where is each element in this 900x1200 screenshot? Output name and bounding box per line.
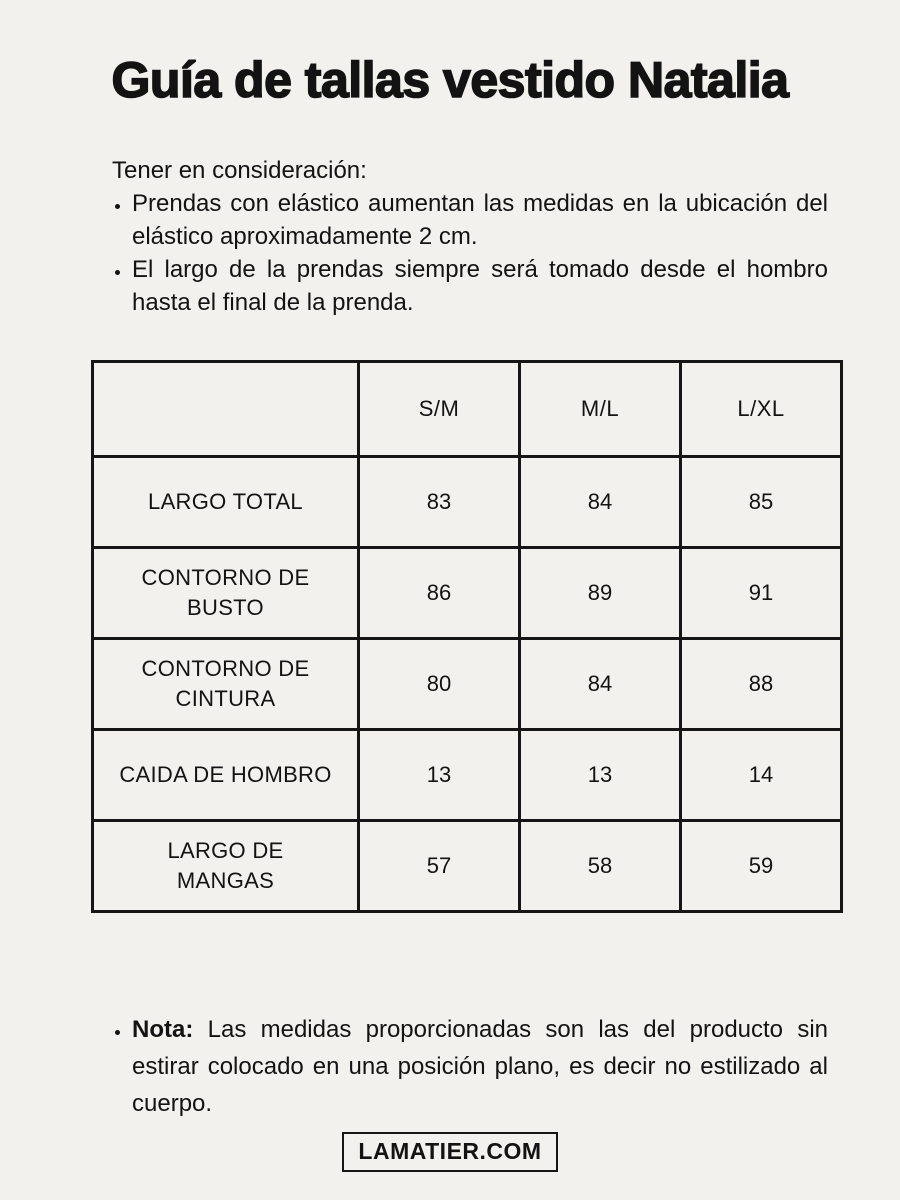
column-header-sm: S/M xyxy=(359,362,520,457)
column-header-empty xyxy=(93,362,359,457)
cell-value: 88 xyxy=(681,639,842,730)
cell-value: 85 xyxy=(681,457,842,548)
cell-value: 58 xyxy=(520,821,681,912)
considerations-section xyxy=(112,154,828,319)
cell-value: 59 xyxy=(681,821,842,912)
table-row xyxy=(93,639,842,730)
considerations-heading: Tener en consideración: xyxy=(112,157,367,184)
cell-value: 14 xyxy=(681,730,842,821)
note-item xyxy=(132,1011,828,1122)
cell-value: 13 xyxy=(359,730,520,821)
consideration-item: • Prendas con elástico aumentan las medidas en la ubicación del elástico aproximadamente 2 cm. xyxy=(132,187,828,253)
cell-value: 84 xyxy=(520,639,681,730)
note-text: Las medidas proporcionadas son las del producto sin estirar colocado en una posición plano, es decir no estilizado al cuerpo. xyxy=(132,1016,828,1117)
cell-value: 89 xyxy=(520,548,681,639)
cell-value: 84 xyxy=(520,457,681,548)
footer xyxy=(0,1132,900,1172)
note-list xyxy=(114,1011,828,1122)
brand-stamp: LAMATIER.COM xyxy=(342,1132,557,1172)
table-row xyxy=(93,548,842,639)
table-row xyxy=(93,457,842,548)
page-title: Guía de tallas vestido Natalia xyxy=(111,52,789,108)
row-label: LARGO TOTAL xyxy=(93,457,359,548)
table-row xyxy=(93,730,842,821)
cell-value: 83 xyxy=(359,457,520,548)
considerations-list xyxy=(114,187,828,319)
row-label: CONTORNO DE CINTURA xyxy=(93,639,359,730)
cell-value: 57 xyxy=(359,821,520,912)
cell-value: 80 xyxy=(359,639,520,730)
column-header-lxl: L/XL xyxy=(681,362,842,457)
note-section xyxy=(112,1011,828,1122)
row-label: LARGO DE MANGAS xyxy=(93,821,359,912)
column-header-ml: M/L xyxy=(520,362,681,457)
consideration-item: • El largo de la prendas siempre será tomado desde el hombro hasta el final de la prenda. xyxy=(132,253,828,319)
cell-value: 91 xyxy=(681,548,842,639)
table-row xyxy=(93,821,842,912)
size-table-header-row xyxy=(93,362,842,457)
note-label: Nota: xyxy=(132,1016,194,1043)
row-label: CONTORNO DE BUSTO xyxy=(93,548,359,639)
cell-value: 13 xyxy=(520,730,681,821)
size-table xyxy=(91,360,843,913)
row-label: CAIDA DE HOMBRO xyxy=(93,730,359,821)
size-guide-page xyxy=(0,50,900,1200)
cell-value: 86 xyxy=(359,548,520,639)
